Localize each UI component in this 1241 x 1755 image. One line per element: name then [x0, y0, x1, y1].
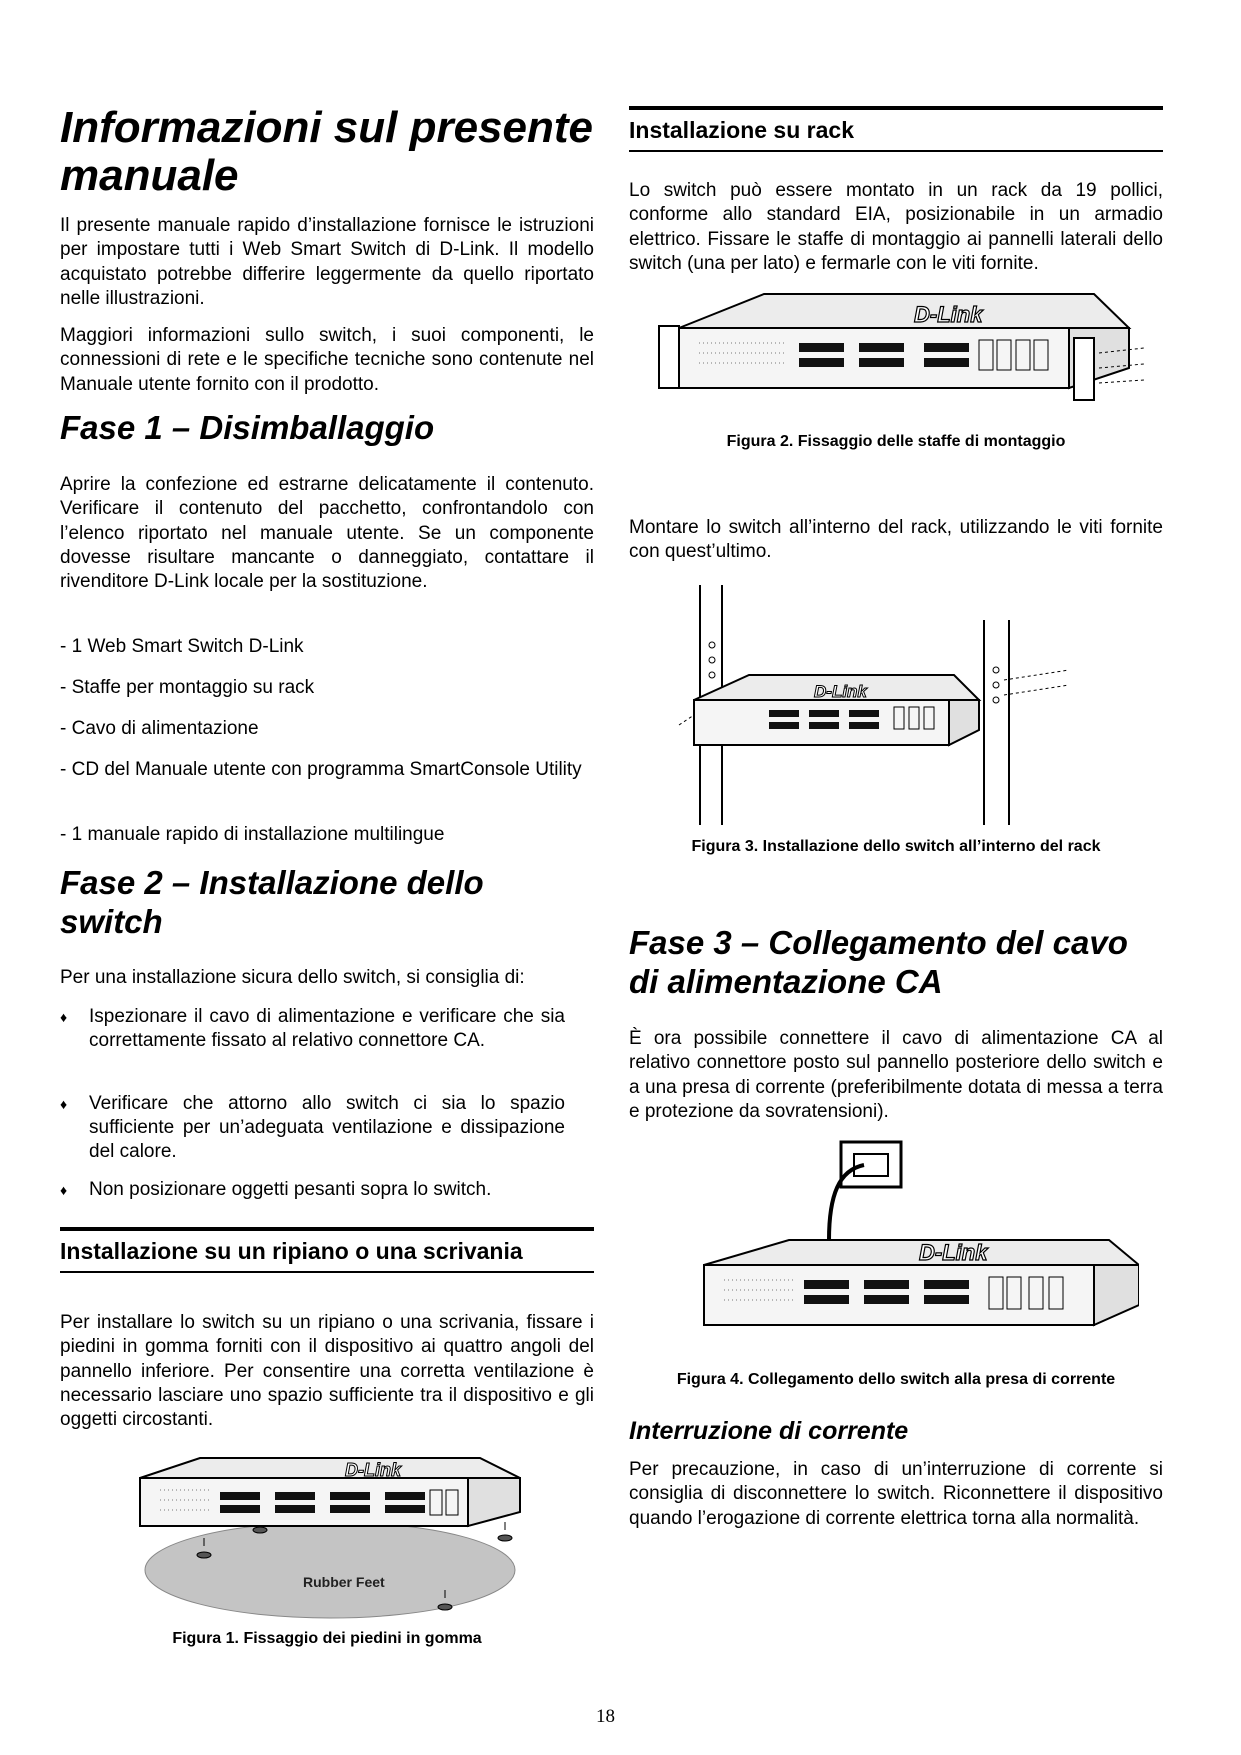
figure-3-rack-image	[654, 585, 1114, 825]
diamond-bullet-icon: ♦	[60, 1096, 68, 1112]
power-failure-title: Interruzione di corrente	[629, 1417, 909, 1445]
dlink-logo: D-Link	[814, 682, 867, 701]
bullet-text: Verificare che attorno allo switch ci sia lo spazio sufficiente per un’adeguata ventilazione e dissipazione del calore.	[89, 1093, 565, 1162]
figure-1-rubber-feet-image	[130, 1450, 530, 1620]
phase1-title: Fase 1 – Disimballaggio	[60, 409, 435, 446]
page-title: Informazioni sul presente manuale	[60, 103, 593, 200]
package-item: - Staffe per montaggio su rack	[60, 677, 315, 698]
intro-paragraph-1: Il presente manuale rapido d’installazione fornisce le istruzioni per impostare tutti i Web Smart Switch di D-Link. Il modello acquistato potrebbe differire leggermente da quello riportato nelle illustrazioni.	[60, 215, 594, 309]
package-item: - 1 Web Smart Switch D-Link	[60, 636, 304, 657]
desk-install-heading: Installazione su un ripiano o una scrivania	[60, 1227, 594, 1273]
diamond-bullet-icon: ♦	[60, 1182, 68, 1198]
figure-4-caption: Figura 4. Collegamento dello switch alla presa di corrente	[676, 1371, 1116, 1388]
power-failure-text: Per precauzione, in caso di un’interruzione di corrente si consiglia di disconnettere lo switch. Riconnettere il dispositivo quando l’erogazione di corrente elettrica torna alla normalità.	[629, 1459, 1163, 1529]
package-item	[60, 758, 594, 782]
dlink-logo: D-Link	[914, 302, 983, 327]
page-number: 18	[596, 1706, 615, 1727]
intro-paragraph-2: Maggiori informazioni sullo switch, i suoi componenti, le connessioni di rete e le specifiche tecniche sono contenute nel Manuale utente fornito con il prodotto.	[60, 325, 594, 395]
diamond-bullet-icon: ♦	[60, 1009, 68, 1025]
bullet-item	[60, 1092, 565, 1164]
figure-2-bracket-image	[654, 288, 1154, 418]
phase2-title: Fase 2 – Installazione dello switch	[60, 864, 484, 940]
package-item: - Cavo di alimentazione	[60, 718, 259, 739]
figure-4-power-image	[669, 1140, 1139, 1350]
dlink-logo: D-Link	[345, 1460, 401, 1480]
package-item: - 1 manuale rapido di installazione multilingue	[60, 824, 445, 845]
bullet-text: Non posizionare oggetti pesanti sopra lo switch.	[89, 1179, 492, 1200]
figure-3-caption: Figura 3. Installazione dello switch all’interno del rack	[691, 838, 1101, 855]
phase2-intro: Per una installazione sicura dello switch, si consiglia di:	[60, 967, 525, 988]
bullet-text: Ispezionare il cavo di alimentazione e verificare che sia correttamente fissato al relativo connettore CA.	[89, 1006, 565, 1051]
package-item-text: - CD del Manuale utente con programma SmartConsole Utility	[60, 759, 582, 780]
rack-install-heading: Installazione su rack	[629, 106, 1163, 152]
phase3-text: È ora possibile connettere il cavo di alimentazione CA al relativo connettore posto sul pannello posteriore dello switch e a una presa di corrente (preferibilmente dotata di messa a terra e protezione da sovratensioni).	[629, 1028, 1163, 1122]
rack-install-text-2: Montare lo switch all’interno del rack, utilizzando le viti fornite con quest’ultimo.	[629, 517, 1163, 563]
rubber-feet-label: Rubber Feet	[303, 1574, 385, 1590]
desk-install-text: Per installare lo switch su un ripiano o una scrivania, fissare i piedini in gomma forniti con il dispositivo ai quattro angoli del pannello inferiore. Per consentire una corretta ventilazione è necessario lasciare uno spazio sufficiente tra il dispositivo e gli oggetti circostanti.	[60, 1312, 594, 1431]
rack-install-text: Lo switch può essere montato in un rack da 19 pollici, conforme allo standard EIA, posizionabile in un armadio elettrico. Fissare le staffe di montaggio ai pannelli laterali dello switch (una per lato) e fermarle con le viti fornite.	[629, 180, 1163, 274]
dlink-logo: D-Link	[919, 1240, 988, 1265]
figure-1-caption: Figura 1. Fissaggio dei piedini in gomma	[172, 1630, 482, 1647]
bullet-item	[60, 1005, 565, 1077]
bullet-item	[60, 1178, 565, 1202]
figure-2-caption: Figura 2. Fissaggio delle staffe di montaggio	[726, 433, 1066, 450]
phase3-title: Fase 3 – Collegamento del cavo di alimentazione CA	[629, 924, 1128, 1000]
phase1-text: Aprire la confezione ed estrarne delicatamente il contenuto. Verificare il contenuto del pacchetto, confrontandolo con l’elenco riportato nel manuale utente. Se un componente dovesse risultare mancante o danneggiato, contattare il rivenditore D-Link locale per la sostituzione.	[60, 474, 594, 593]
